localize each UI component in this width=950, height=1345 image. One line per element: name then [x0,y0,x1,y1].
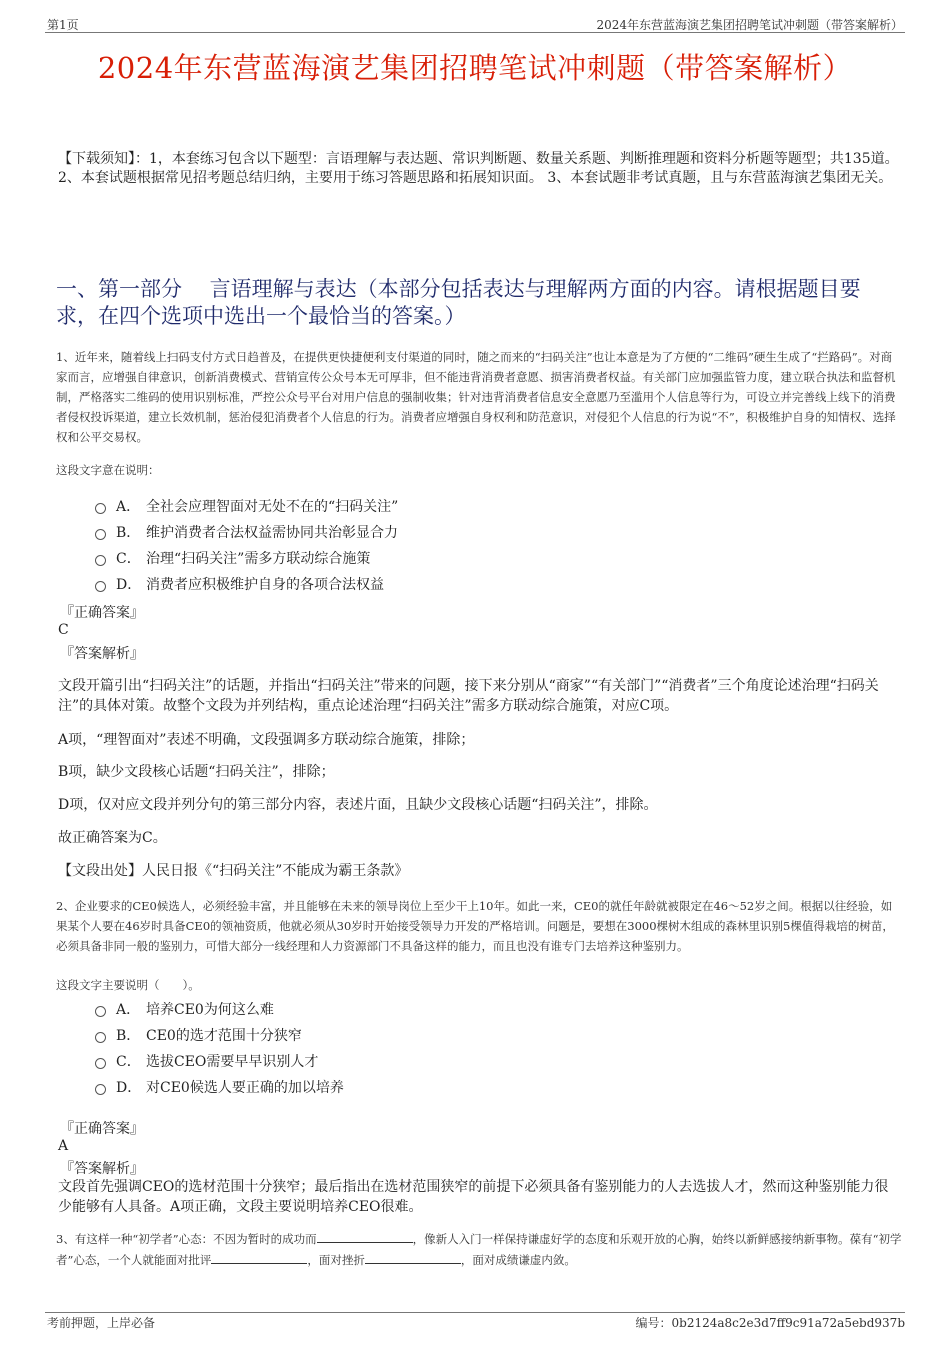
option-b[interactable]: B． CE0的选才范围十分狭窄 [95,1022,344,1048]
analysis-label: 『答案解析』 [60,1161,144,1177]
footer-divider [45,1312,905,1313]
analysis-paragraph: 文段首先强调CEO的选材范围十分狭窄；最后指出在选材范围狭窄的前提下必须具备有鉴别能力的人去选拔人才，然而这种鉴别能力很少能够有人具备。A项正确，文段主要说明培养CEO很难。 [58,1179,889,1215]
question-2-stem: 这段文字主要说明（ ）。 [56,978,200,992]
radio-icon[interactable] [95,1084,106,1095]
answer-value: A [58,1138,69,1154]
analysis-paragraph: B项，缺少文段核心话题“扫码关注”，排除； [58,764,335,780]
option-a[interactable]: A． 全社会应理智面对无处不在的“扫码关注” [95,493,398,519]
answer-blank[interactable] [365,1251,461,1264]
page-header [45,14,905,33]
section-heading: 一、第一部分 言语理解与表达（本部分包括表达与理解两方面的内容。请根据题目要求，在四个选项中选出一个最恰当的答案。） [56,277,861,328]
analysis-paragraph: D项，仅对应文段并列分句的第三部分内容，表述片面，且缺少文段核心话题“扫码关注”，排除。 [58,797,658,813]
question-3-text: 3、有这样一种“初学者”心态：不因为暂时的成功而 ，像新人入门一样保持谦虚好学的态度和乐观开放的心胸，始终以新鲜感接纳新事物。葆有“初学者”心态，一个人就能面对批评 ，面对挫折 ，面对成绩谦虚内敛。 [56,1232,902,1267]
question-1-stem: 这段文字意在说明： [56,463,160,477]
option-d[interactable]: D． 消费者应积极维护自身的各项合法权益 [95,571,398,597]
footer-slogan: 考前押题，上岸必备 [47,1316,156,1330]
option-c[interactable]: C． 选拔CEO需要早早识别人才 [95,1048,344,1074]
analysis-label: 『答案解析』 [60,646,144,662]
question-2-text: 2、企业要求的CE0候选人，必须经验丰富，并且能够在未来的领导岗位上至少干上10年。如此一来，CE0的就任年龄就被限定在46～52岁之间。根据以往经验，如果某个人要在46岁时具备CE0的领袖资质，他就必须从30岁时开始接受领导力开发的严格培训。问题是，要想在3000棵树木组成的森林里识别5棵值得栽培的树苗，必须具备非同一般的鉴别力，可惜大部分一线经理和人力资源部门不具备这样的能力，而且也没有谁专门去培养这种鉴别力。 [56,899,894,953]
option-a[interactable]: A． 培养CE0为何这么难 [95,996,344,1022]
analysis-paragraph: 故正确答案为C。 [58,830,167,846]
question-1-options [95,493,398,597]
document-id: 编号：0b2124a8c2e3d7ff9c91a72a5ebd937b [635,1316,905,1330]
radio-icon[interactable] [95,1006,106,1017]
radio-icon[interactable] [95,503,106,514]
source-note: 【文段出处】人民日报《“扫码关注”不能成为霸王条款》 [58,863,409,879]
radio-icon[interactable] [95,1058,106,1069]
page-number: 第1页 [47,18,79,32]
radio-icon[interactable] [95,581,106,592]
option-d[interactable]: D． 对CE0候选人要正确的加以培养 [95,1074,344,1100]
question-2-options [95,996,344,1100]
question-1-text: 1、近年来，随着线上扫码支付方式日趋普及，在提供更快捷便利支付渠道的同时，随之而来的“扫码关注”也让本意是为了方便的“二维码”硬生生成了“拦路码”。对商家而言，应增强自律意识，创新消费模式、营销宣传公众号本无可厚非，但不能违背消费者意愿、损害消费者权益。有关部门应加强监管力度，建立联合执法和监督机制，严格落实二维码的使用识别标准，严控公众号平台对用户信息的强制收集；针对违背消费者信息安全意愿乃至滥用个人信息等行为，可设立并完善线上线下的消费者侵权投诉渠道，建立长效机制，惩治侵犯消费者个人信息的行为。消费者应增强自身权利和防范意识，对侵犯个人信息的行为说“不”，积极维护自身的知情权、选择权和公平交易权。 [56,350,896,444]
option-c[interactable]: C． 治理“扫码关注”需多方联动综合施策 [95,545,398,571]
download-notice: 【下载须知】：1，本套练习包含以下题型：言语理解与表达题、常识判断题、数量关系题、判断推理题和资料分析题等题型；共135道。 2、本套试题根据常见招考题总结归纳，主要用于练习答题思路和拓展知识面。 3、本套试题非考试真题，且与东营蓝海演艺集团无关。 [58,151,899,186]
radio-icon[interactable] [95,529,106,540]
answer-blank[interactable] [211,1251,307,1264]
answer-blank[interactable] [317,1230,413,1243]
analysis-paragraph: 文段开篇引出“扫码关注”的话题，并指出“扫码关注”带来的问题，接下来分别从“商家”“有关部门”“消费者”三个角度论述治理“扫码关注”的具体对策。故整个文段为并列结构，重点论述治理“扫码关注”需多方联动综合施策，对应C项。 [58,678,879,714]
header-doc-title: 2024年东营蓝海演艺集团招聘笔试冲刺题（带答案解析） [596,18,903,32]
answer-label: 『正确答案』 [60,1121,144,1137]
answer-label: 『正确答案』 [60,605,144,621]
page-title: 2024年东营蓝海演艺集团招聘笔试冲刺题（带答案解析） [97,51,853,85]
option-b[interactable]: B． 维护消费者合法权益需协同共治彰显合力 [95,519,398,545]
analysis-paragraph: A项，“理智面对”表述不明确，文段强调多方联动综合施策，排除； [58,732,475,748]
radio-icon[interactable] [95,1032,106,1043]
answer-value: C [58,622,69,638]
radio-icon[interactable] [95,555,106,566]
